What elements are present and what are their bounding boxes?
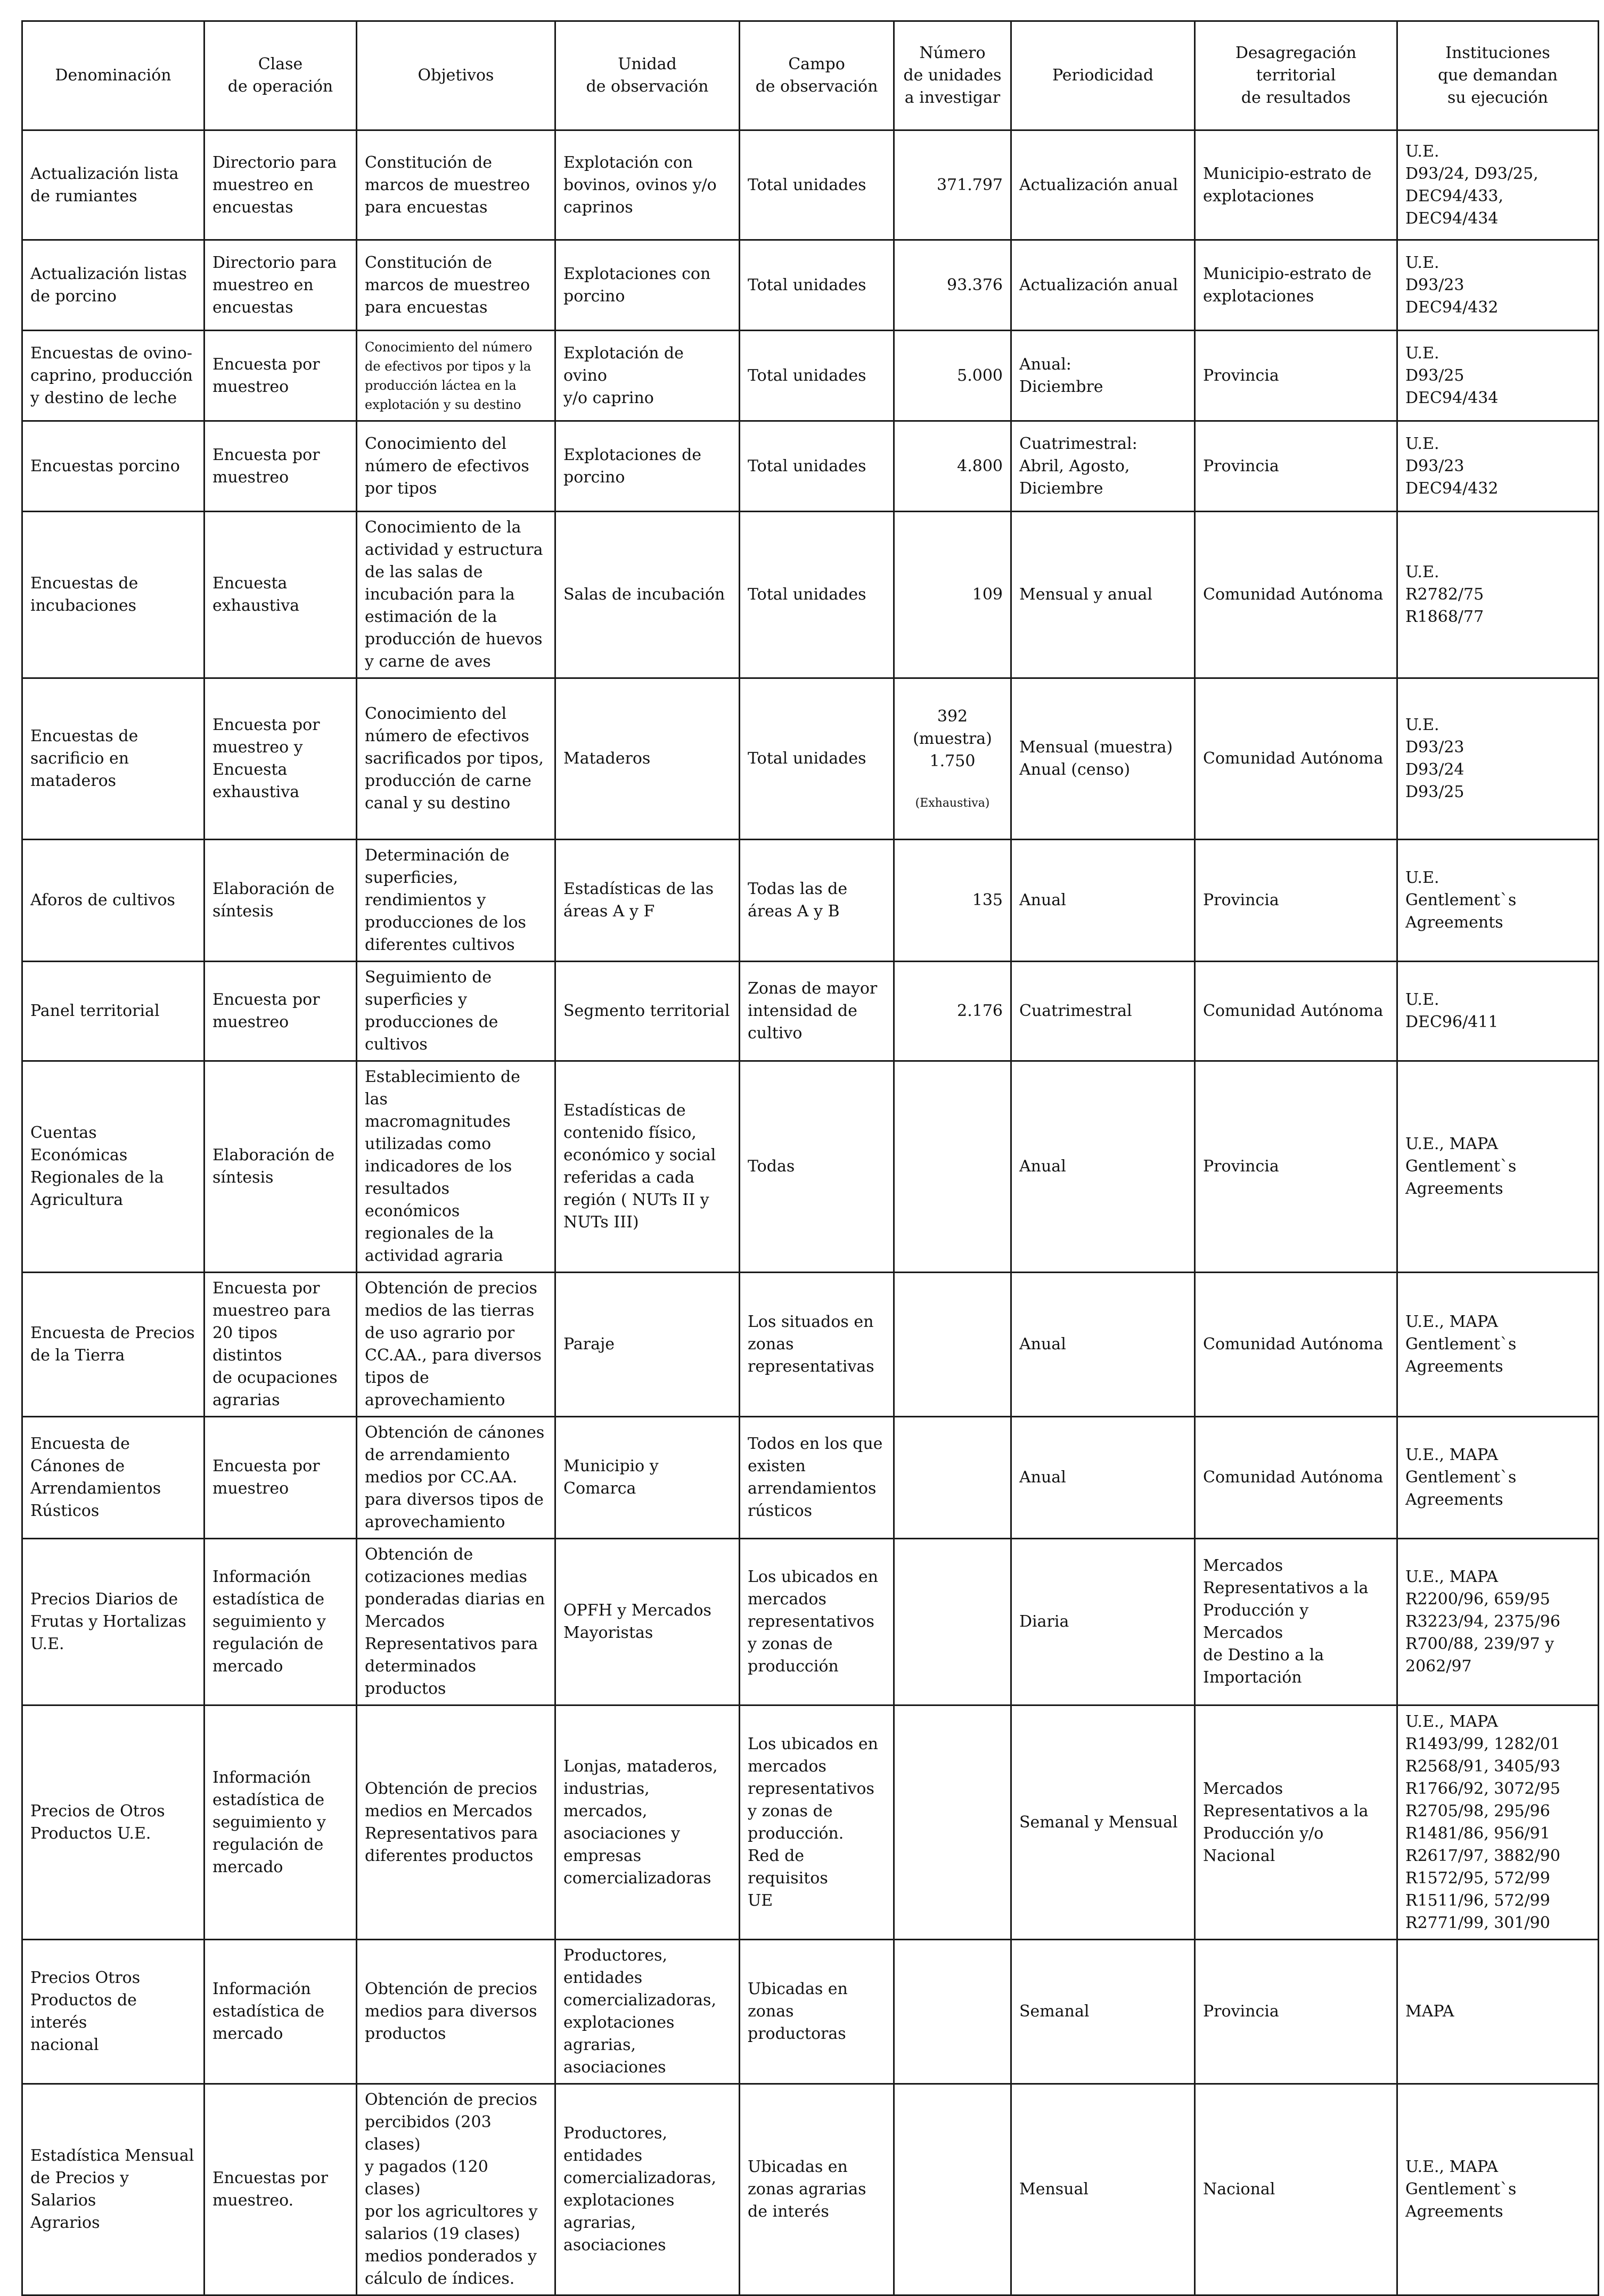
numero-value: 392 (muestra) 1.750 [913, 707, 992, 770]
cell-unidad: Mataderos [555, 678, 740, 840]
cell-instituciones: U.E. D93/23 DEC94/432 [1397, 421, 1599, 512]
table-row [22, 1417, 1599, 1539]
cell-periodicidad: Semanal [1011, 1940, 1195, 2084]
cell-instituciones: U.E. R2782/75 R1868/77 [1397, 512, 1599, 678]
table-row [22, 1061, 1599, 1273]
cell-denominacion: Encuesta de Precios de la Tierra [22, 1273, 204, 1417]
cell-denominacion: Encuesta de Cánones de Arrendamientos Rústicos [22, 1417, 204, 1539]
cell-unidad: Explotaciones con porcino [555, 240, 740, 331]
cell-numero: 93.376 [894, 240, 1011, 331]
cell-desagregacion: Comunidad Autónoma [1195, 962, 1397, 1061]
cell-objetivos: Constitución de marcos de muestreo para encuestas [357, 130, 555, 240]
cell-desagregacion: Provincia [1195, 331, 1397, 421]
cell-objetivos: Obtención de precios medios en Mercados Representativos para diferentes productos [357, 1705, 555, 1940]
cell-periodicidad: Diaria [1011, 1539, 1195, 1705]
cell-campo: Ubicadas en zonas productoras [740, 1940, 894, 2084]
cell-campo: Total unidades [740, 331, 894, 421]
cell-unidad: Productores, entidades comercializadoras, explotaciones agrarias, asociaciones [555, 1940, 740, 2084]
cell-denominacion: Actualización lista de rumiantes [22, 130, 204, 240]
cell-objetivos: Determinación de superficies, rendimientos y producciones de los diferentes cultivos [357, 840, 555, 962]
cell-numero [894, 1417, 1011, 1539]
cell-instituciones: U.E., MAPA Gentlement`s Agreements [1397, 1061, 1599, 1273]
table-row [22, 1539, 1599, 1705]
cell-instituciones: U.E., MAPA Gentlement`s Agreements [1397, 1417, 1599, 1539]
cell-unidad: OPFH y Mercados Mayoristas [555, 1539, 740, 1705]
header-unidad: Unidad de observación [555, 21, 740, 130]
cell-denominacion: Estadística Mensual de Precios y Salarios Agrarios [22, 2084, 204, 2295]
cell-instituciones: U.E., MAPA Gentlement`s Agreements [1397, 1273, 1599, 1417]
cell-campo: Total unidades [740, 130, 894, 240]
cell-clase: Elaboración de síntesis [204, 1061, 357, 1273]
cell-instituciones: U.E. D93/25 DEC94/434 [1397, 331, 1599, 421]
cell-instituciones: U.E. D93/23 DEC94/432 [1397, 240, 1599, 331]
cell-numero: 2.176 [894, 962, 1011, 1061]
cell-instituciones: U.E., MAPA R2200/96, 659/95 R3223/94, 2375/96 R700/88, 239/97 y 2062/97 [1397, 1539, 1599, 1705]
cell-periodicidad: Anual: Diciembre [1011, 331, 1195, 421]
cell-numero [894, 1705, 1011, 1940]
cell-numero [894, 1273, 1011, 1417]
cell-unidad: Explotaciones de porcino [555, 421, 740, 512]
cell-campo: Los ubicados en mercados representativos y zonas de producción [740, 1539, 894, 1705]
cell-campo: Total unidades [740, 678, 894, 840]
document-page [21, 20, 1598, 2296]
cell-campo: Zonas de mayor intensidad de cultivo [740, 962, 894, 1061]
cell-periodicidad: Anual [1011, 840, 1195, 962]
cell-instituciones: U.E. Gentlement`s Agreements [1397, 840, 1599, 962]
cell-periodicidad: Cuatrimestral: Abril, Agosto, Diciembre [1011, 421, 1195, 512]
cell-campo: Total unidades [740, 421, 894, 512]
cell-objetivos: Conocimiento del número de efectivos por tipos [357, 421, 555, 512]
cell-periodicidad: Actualización anual [1011, 130, 1195, 240]
numero-note: (Exhaustiva) [915, 797, 990, 810]
cell-unidad: Explotación con bovinos, ovinos y/o caprinos [555, 130, 740, 240]
cell-objetivos: Seguimiento de superficies y producciones de cultivos [357, 962, 555, 1061]
cell-objetivos: Establecimiento de las macromagnitudes utilizadas como indicadores de los resultados económicos regionales de la actividad agraria [357, 1061, 555, 1273]
header-numero: Número de unidades a investigar [894, 21, 1011, 130]
cell-clase: Directorio para muestreo en encuestas [204, 240, 357, 331]
cell-numero [894, 678, 1011, 840]
cell-campo: Ubicadas en zonas agrarias de interés [740, 2084, 894, 2295]
cell-clase: Encuesta por muestreo [204, 962, 357, 1061]
cell-periodicidad: Actualización anual [1011, 240, 1195, 331]
cell-unidad: Paraje [555, 1273, 740, 1417]
cell-clase: Información estadística de seguimiento y regulación de mercado [204, 1539, 357, 1705]
cell-campo: Todas las de áreas A y B [740, 840, 894, 962]
cell-desagregacion: Comunidad Autónoma [1195, 512, 1397, 678]
cell-instituciones: U.E. D93/24, D93/25, DEC94/433, DEC94/434 [1397, 130, 1599, 240]
cell-campo: Total unidades [740, 512, 894, 678]
cell-unidad: Municipio y Comarca [555, 1417, 740, 1539]
cell-denominacion: Encuestas de incubaciones [22, 512, 204, 678]
cell-objetivos: Obtención de precios medios para diversos productos [357, 1940, 555, 2084]
cell-numero [894, 1061, 1011, 1273]
table-row [22, 1940, 1599, 2084]
cell-clase: Elaboración de síntesis [204, 840, 357, 962]
table-header-row [22, 21, 1599, 130]
table-row [22, 962, 1599, 1061]
cell-desagregacion: Comunidad Autónoma [1195, 1417, 1397, 1539]
cell-numero: 4.800 [894, 421, 1011, 512]
cell-objetivos: Conocimiento del número de efectivos sacrificados por tipos, producción de carne canal y su destino [357, 678, 555, 840]
cell-instituciones: MAPA [1397, 1940, 1599, 2084]
table-row [22, 1273, 1599, 1417]
cell-denominacion: Aforos de cultivos [22, 840, 204, 962]
cell-clase: Encuesta por muestreo [204, 1417, 357, 1539]
cell-desagregacion: Nacional [1195, 2084, 1397, 2295]
cell-denominacion: Encuestas de ovino- caprino, producción y destino de leche [22, 331, 204, 421]
cell-periodicidad: Anual [1011, 1061, 1195, 1273]
table-row [22, 678, 1599, 840]
table-row [22, 130, 1599, 240]
table-row [22, 840, 1599, 962]
cell-denominacion: Panel territorial [22, 962, 204, 1061]
cell-unidad: Estadísticas de las áreas A y F [555, 840, 740, 962]
table-row [22, 2084, 1599, 2295]
cell-campo: Todas [740, 1061, 894, 1273]
cell-clase: Directorio para muestreo en encuestas [204, 130, 357, 240]
cell-instituciones: U.E., MAPA Gentlement`s Agreements [1397, 2084, 1599, 2295]
cell-numero: 371.797 [894, 130, 1011, 240]
cell-clase: Encuesta por muestreo y Encuesta exhaustiva [204, 678, 357, 840]
cell-objetivos: Obtención de precios percibidos (203 clases) y pagados (120 clases) por los agricultores y salarios (19 clases) medios ponderados y cálculo de índices. [357, 2084, 555, 2295]
cell-unidad: Salas de incubación [555, 512, 740, 678]
cell-campo: Los ubicados en mercados representativos y zonas de producción. Red de requisitos UE [740, 1705, 894, 1940]
cell-objetivos: Constitución de marcos de muestreo para encuestas [357, 240, 555, 331]
header-clase: Clase de operación [204, 21, 357, 130]
cell-clase: Encuesta por muestreo [204, 421, 357, 512]
cell-periodicidad: Mensual y anual [1011, 512, 1195, 678]
cell-desagregacion: Municipio-estrato de explotaciones [1195, 240, 1397, 331]
table-row [22, 240, 1599, 331]
cell-denominacion: Encuestas porcino [22, 421, 204, 512]
cell-desagregacion: Mercados Representativos a la Producción y Mercados de Destino a la Importación [1195, 1539, 1397, 1705]
cell-periodicidad: Anual [1011, 1273, 1195, 1417]
cell-numero: 5.000 [894, 331, 1011, 421]
cell-numero [894, 2084, 1011, 2295]
table-row [22, 512, 1599, 678]
cell-clase: Encuesta por muestreo [204, 331, 357, 421]
cell-denominacion: Precios Diarios de Frutas y Hortalizas U.E. [22, 1539, 204, 1705]
cell-desagregacion: Mercados Representativos a la Producción y/o Nacional [1195, 1705, 1397, 1940]
cell-desagregacion: Comunidad Autónoma [1195, 678, 1397, 840]
cell-numero: 109 [894, 512, 1011, 678]
cell-periodicidad: Mensual (muestra) Anual (censo) [1011, 678, 1195, 840]
cell-unidad: Productores, entidades comercializadoras, explotaciones agrarias, asociaciones [555, 2084, 740, 2295]
cell-desagregacion: Municipio-estrato de explotaciones [1195, 130, 1397, 240]
cell-clase: Información estadística de mercado [204, 1940, 357, 2084]
cell-objetivos: Obtención de cánones de arrendamiento medios por CC.AA. para diversos tipos de aprovechamiento [357, 1417, 555, 1539]
table-row [22, 331, 1599, 421]
cell-periodicidad: Cuatrimestral [1011, 962, 1195, 1061]
cell-desagregacion: Provincia [1195, 840, 1397, 962]
statistics-operations-table [21, 20, 1599, 2296]
cell-desagregacion: Provincia [1195, 1061, 1397, 1273]
cell-clase: Encuesta por muestreo para 20 tipos distintos de ocupaciones agrarias [204, 1273, 357, 1417]
table-row [22, 421, 1599, 512]
cell-periodicidad: Semanal y Mensual [1011, 1705, 1195, 1940]
cell-desagregacion: Provincia [1195, 1940, 1397, 2084]
header-denominacion: Denominación [22, 21, 204, 130]
cell-campo: Los situados en zonas representativas [740, 1273, 894, 1417]
cell-numero: 135 [894, 840, 1011, 962]
cell-periodicidad: Anual [1011, 1417, 1195, 1539]
header-instituciones: Instituciones que demandan su ejecución [1397, 21, 1599, 130]
cell-campo: Todos en los que existen arrendamientos rústicos [740, 1417, 894, 1539]
cell-denominacion: Precios de Otros Productos U.E. [22, 1705, 204, 1940]
cell-instituciones: U.E. DEC96/411 [1397, 962, 1599, 1061]
header-campo: Campo de observación [740, 21, 894, 130]
cell-periodicidad: Mensual [1011, 2084, 1195, 2295]
cell-denominacion: Encuestas de sacrificio en mataderos [22, 678, 204, 840]
cell-objetivos: Obtención de cotizaciones medias ponderadas diarias en Mercados Representativos para determinados productos [357, 1539, 555, 1705]
cell-instituciones: U.E., MAPA R1493/99, 1282/01 R2568/91, 3405/93 R1766/92, 3072/95 R2705/98, 295/96 R1481/86, 956/91 R2617/97, 3882/90 R1572/95, 572/99 R1511/96, 572/99 R2771/99, 301/90 [1397, 1705, 1599, 1940]
cell-unidad: Segmento territorial [555, 962, 740, 1061]
cell-objetivos: Conocimiento del número de efectivos por tipos y la producción láctea en la explotación y su destino [357, 331, 555, 421]
header-periodicidad: Periodicidad [1011, 21, 1195, 130]
table-row [22, 1705, 1599, 1940]
cell-objetivos: Obtención de precios medios de las tierras de uso agrario por CC.AA., para diversos tipos de aprovechamiento [357, 1273, 555, 1417]
cell-desagregacion: Provincia [1195, 421, 1397, 512]
cell-clase: Información estadística de seguimiento y regulación de mercado [204, 1705, 357, 1940]
cell-unidad: Lonjas, mataderos, industrias, mercados, asociaciones y empresas comercializadoras [555, 1705, 740, 1940]
cell-denominacion: Precios Otros Productos de interés nacional [22, 1940, 204, 2084]
cell-clase: Encuestas por muestreo. [204, 2084, 357, 2295]
cell-clase: Encuesta exhaustiva [204, 512, 357, 678]
cell-instituciones: U.E. D93/23 D93/24 D93/25 [1397, 678, 1599, 840]
cell-numero [894, 1539, 1011, 1705]
cell-numero [894, 1940, 1011, 2084]
cell-unidad: Explotación de ovino y/o caprino [555, 331, 740, 421]
header-desagregacion: Desagregación territorial de resultados [1195, 21, 1397, 130]
header-objetivos: Objetivos [357, 21, 555, 130]
cell-desagregacion: Comunidad Autónoma [1195, 1273, 1397, 1417]
cell-unidad: Estadísticas de contenido físico, económico y social referidas a cada región ( NUTs II y NUTs III) [555, 1061, 740, 1273]
cell-campo: Total unidades [740, 240, 894, 331]
cell-objetivos: Conocimiento de la actividad y estructura de las salas de incubación para la estimación de la producción de huevos y carne de aves [357, 512, 555, 678]
cell-denominacion: Actualización listas de porcino [22, 240, 204, 331]
cell-denominacion: Cuentas Económicas Regionales de la Agricultura [22, 1061, 204, 1273]
